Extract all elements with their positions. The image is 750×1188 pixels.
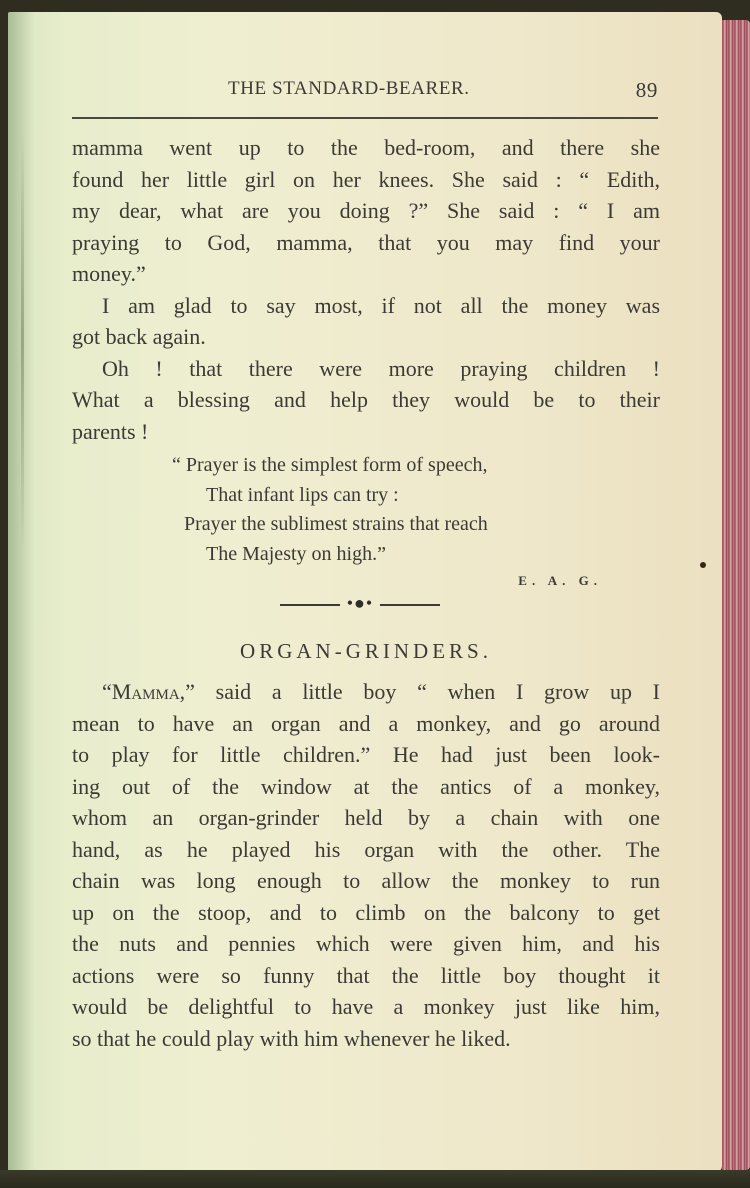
divider-rule-left: [280, 604, 340, 606]
ink-speck: [700, 562, 706, 568]
paragraph-edith: [60, 132, 660, 290]
page-number: 89: [635, 78, 658, 102]
first-line-rest: ,” said a little boy “ when I grow up I: [179, 679, 660, 704]
text-line: praying to God, mamma, that you may find your: [72, 229, 660, 255]
opening-quote: “: [102, 679, 112, 704]
text-line: would be delightful to have a monkey just like him,: [72, 994, 660, 1019]
section-divider: [280, 595, 440, 615]
gutter-line: [21, 132, 24, 552]
text-line: What a blessing and help they would be to their: [72, 387, 660, 412]
poem-line: The Majesty on high.”: [206, 542, 386, 565]
text-line-first: [72, 676, 660, 708]
scan-bottom-edge: [0, 1170, 750, 1188]
poem-line: “ Prayer is the simplest form of speech,: [172, 454, 488, 476]
text-line: hand, as he played his organ with the other. The: [72, 836, 660, 862]
text-line: got back again.: [72, 324, 206, 349]
text-line: Oh ! that there were more praying children !: [102, 355, 660, 381]
page-edges: [722, 20, 750, 1170]
text-line: money.”: [72, 261, 146, 286]
paragraph-money: [60, 290, 660, 353]
page-text: [60, 70, 660, 1054]
divider-ornament: •●•: [346, 593, 374, 613]
text-line: up on the stoop, and to climb on the balcony to get: [72, 899, 660, 925]
poem-line: That infant lips can try :: [206, 483, 399, 506]
text-line: mean to have an organ and a monkey, and go around: [72, 710, 660, 736]
text-line: parents !: [72, 418, 149, 444]
text-line: so that he could play with him whenever he liked.: [72, 1025, 511, 1051]
text-line: found her little girl on her knees. She said : “ Edith,: [72, 166, 660, 192]
text-line: actions were so funny that the little boy thought it: [72, 962, 660, 988]
text-line: ing out of the window at the antics of a monkey,: [72, 773, 660, 799]
text-line: the nuts and pennies which were given him, and his: [72, 931, 660, 956]
header-rule: [72, 117, 658, 119]
section-title: ORGAN-GRINDERS.: [240, 639, 492, 663]
text-line: I am glad to say most, if not all the money was: [102, 292, 660, 318]
divider-rule-right: [380, 604, 440, 606]
poem-quote: [60, 451, 660, 569]
running-title: THE STANDARD-BEARER.: [228, 78, 470, 99]
text-line: my dear, what are you doing ?” She said : “ I am: [72, 198, 660, 223]
paragraph-praying-children: [60, 353, 660, 448]
text-line: mamma went up to the bed-room, and there she: [72, 135, 660, 160]
text-line: to play for little children.” He had just been look-: [72, 742, 660, 767]
poem-line: Prayer the sublimest strains that reach: [184, 513, 488, 535]
first-word: Mamma: [111, 679, 180, 704]
text-line: chain was long enough to allow the monkey to run: [72, 868, 660, 893]
running-head: [60, 70, 660, 110]
paragraph-organ-grinders: [60, 676, 660, 1054]
poem-signature: E. A. G.: [518, 573, 602, 588]
text-line: whom an organ-grinder held by a chain with one: [72, 805, 660, 830]
